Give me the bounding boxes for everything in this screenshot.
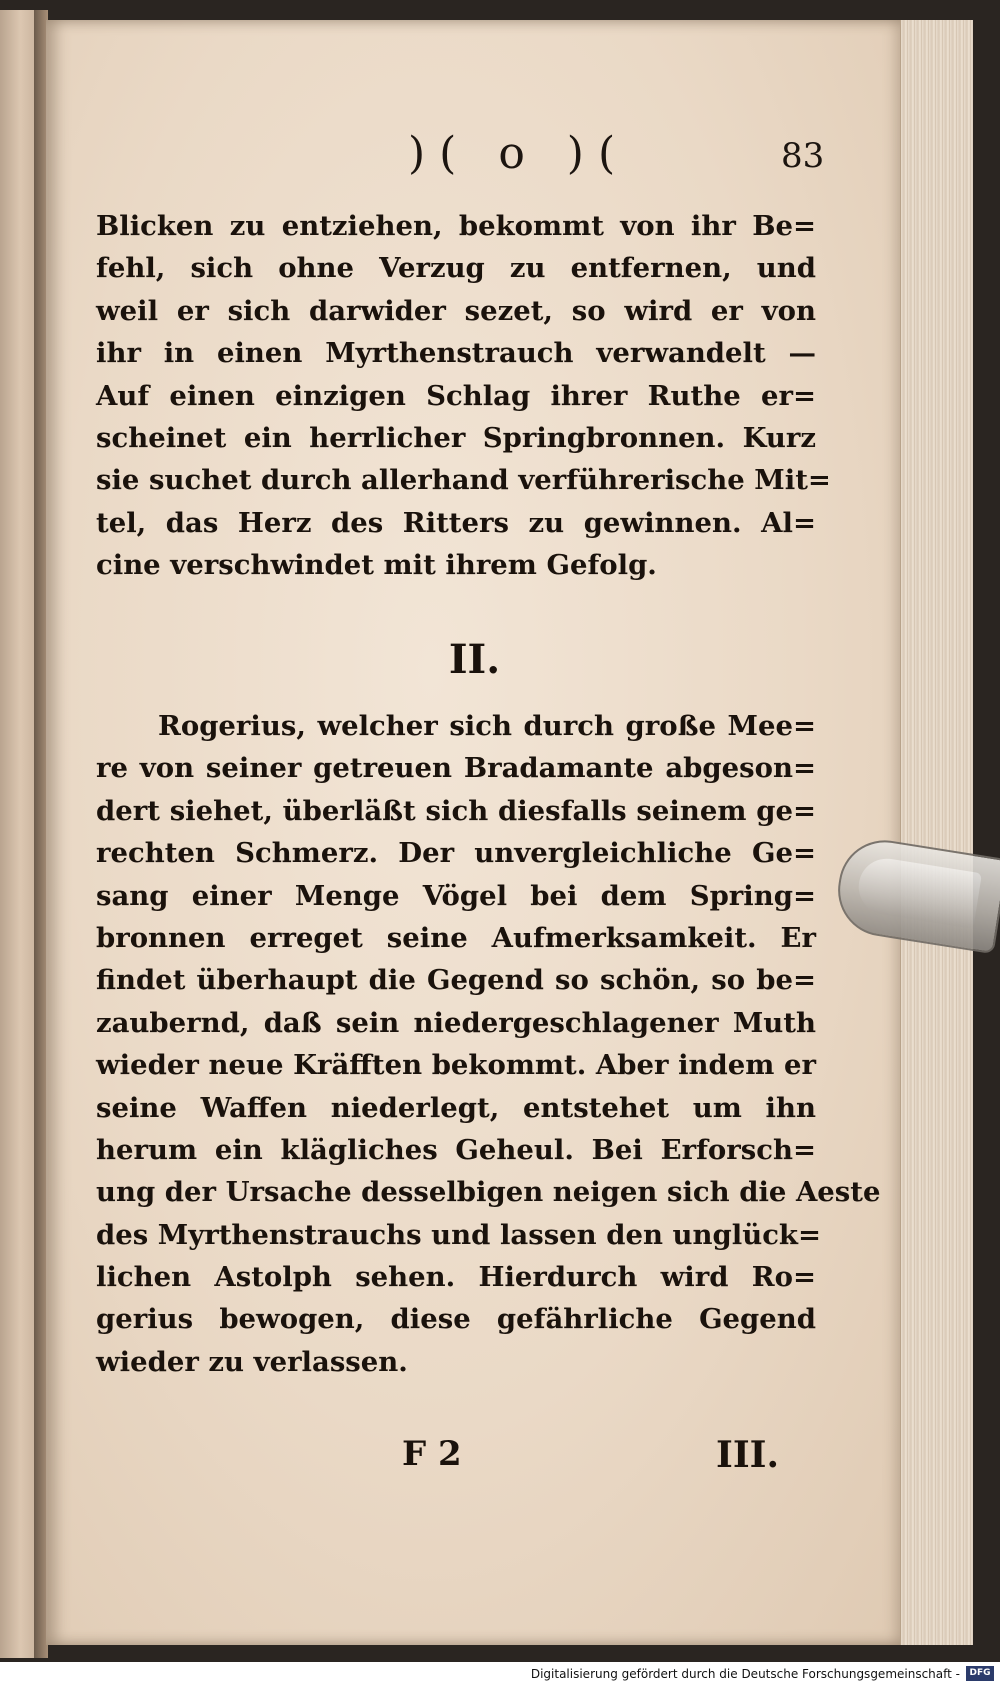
text-line: ihr in einen Myrthenstrauch verwandelt — (96, 337, 816, 370)
text-line: sang einer Menge Vögel bei dem Spring= (96, 879, 816, 912)
text-line: rechten Schmerz. Der unvergleichliche Ge= (96, 837, 816, 870)
text-line: zaubernd, daß sein niedergeschlagener Muth (96, 1006, 816, 1039)
text-line: bronnen erreget seine Aufmerksamkeit. Er (96, 921, 816, 954)
digitization-credit-bar (0, 1662, 1000, 1687)
text-line: scheinet ein herrlicher Springbronnen. Kurz (96, 421, 816, 454)
text-line: Blicken zu entziehen, bekommt von ihr Be= (96, 210, 816, 242)
text-line: sie suchet durch allerhand verführerische Mit= (96, 464, 831, 497)
page-number: 83 (781, 136, 825, 176)
page-stack-edge (900, 20, 973, 1645)
text-line: gerius bewogen, diese gefährliche Gegend (96, 1303, 816, 1336)
text-line: lichen Astolph sehen. Hierdurch wird Ro= (96, 1261, 816, 1294)
section-heading: II. (448, 636, 501, 683)
text-line: herum ein klägliches Geheul. Bei Erforsch= (96, 1133, 816, 1166)
text-line: tel, das Herz des Ritters zu gewinnen. Al= (96, 506, 816, 539)
text-line: fehl, sich ohne Verzug zu entfernen, und (96, 252, 816, 285)
header-ornament: )( o )( (408, 128, 630, 179)
paragraph-1 (96, 205, 831, 587)
text-line: re von seiner getreuen Bradamante abgeson= (96, 752, 816, 785)
running-header (46, 128, 903, 188)
text-line: cine verschwindet mit ihrem Gefolg. (96, 549, 657, 582)
dfg-logo-icon: DFG (966, 1666, 994, 1681)
signature-mark: F 2 (402, 1434, 462, 1474)
text-line: ung der Ursache desselbigen neigen sich die Aeste (96, 1176, 881, 1209)
paragraph-2 (96, 705, 881, 1383)
facing-page-edge (0, 10, 36, 1658)
text-line: dert siehet, überläßt sich diesfalls seinem ge= (96, 794, 816, 827)
text-line: findet überhaupt die Gegend so schön, so be= (96, 964, 816, 997)
text-line: wieder neue Kräfften bekommt. Aber indem er (96, 1049, 816, 1082)
text-line: des Myrthenstrauchs und lassen den unglück= (96, 1218, 822, 1251)
credit-text: Digitalisierung gefördert durch die Deutsche Forschungsgemeinschaft - (530, 1667, 960, 1681)
page-clip-highlight (855, 855, 982, 929)
text-line: wieder zu verlassen. (96, 1345, 408, 1378)
text-line: seine Waffen niederlegt, entstehet um ihn (96, 1091, 816, 1124)
text-line: Auf einen einzigen Schlag ihrer Ruthe er= (96, 379, 816, 412)
text-line: Rogerius, welcher sich durch große Mee= (158, 710, 816, 742)
text-line: weil er sich darwider sezet, so wird er von (96, 294, 816, 327)
catchword: III. (716, 1434, 780, 1476)
